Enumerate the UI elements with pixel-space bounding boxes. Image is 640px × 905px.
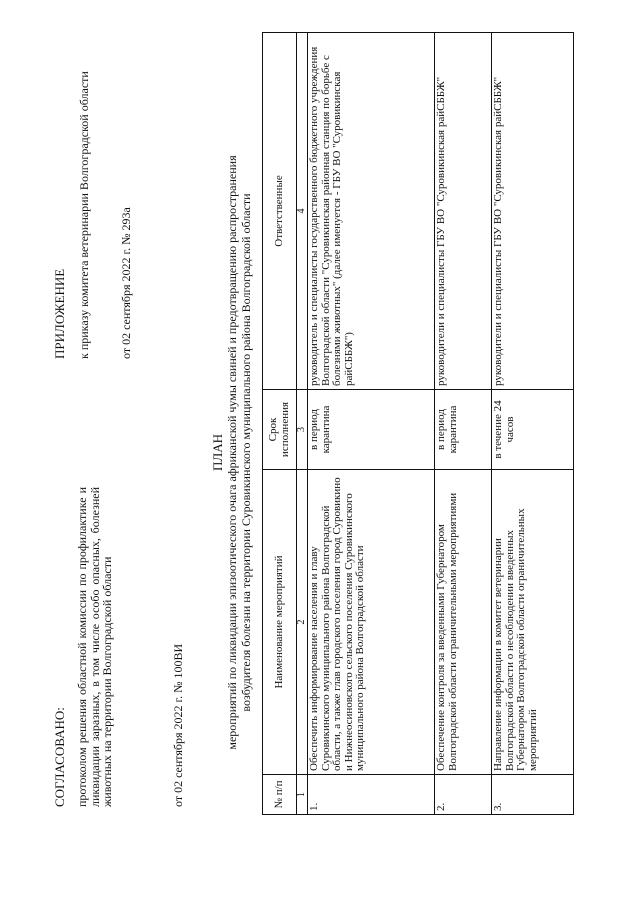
row-responsible: руководители и специалисты ГБУ ВО "Суровикинская райСББЖ" bbox=[435, 33, 492, 390]
header-responsible: Ответственные bbox=[263, 33, 297, 390]
header-activity: Наименование мероприятий bbox=[263, 470, 297, 775]
header-number: № п/п bbox=[263, 775, 297, 815]
column-number: 4 bbox=[297, 33, 308, 390]
header-term: Срок исполнения bbox=[263, 390, 297, 470]
row-activity: Обеспечить информирование населения и главу Суровикинского муниципального района Волгоградской области, а также глав городского поселения город Суровикино и Нижнеосиновского сельского поселения Суровикинского муниципального района Волгоградской области bbox=[308, 470, 435, 775]
row-term: в период карантина bbox=[435, 390, 492, 470]
plan-table bbox=[262, 32, 574, 815]
row-term: в период карантина bbox=[308, 390, 435, 470]
row-activity: Обеспечение контроля за введенными Губернатором Волгоградской области ограничительными мероприятиями bbox=[435, 470, 492, 775]
plan-title: ПЛАН bbox=[210, 434, 225, 471]
row-number: 2. bbox=[435, 775, 492, 815]
approved-protocol: протоколом решения областной комиссии по профилактике и ликвидации заразных, в том числе особо опасных, болезней животных на территории Волгоградской области bbox=[75, 487, 114, 807]
appendix-heading: ПРИЛОЖЕНИЕ bbox=[52, 268, 67, 359]
column-number: 2 bbox=[297, 470, 308, 775]
table-row bbox=[492, 33, 574, 815]
approved-heading: СОГЛАСОВАНО: bbox=[52, 707, 67, 807]
row-term: в течение 24 часов bbox=[492, 390, 574, 470]
table-row bbox=[435, 33, 492, 815]
plan-subtitle-line2: возбудителя болезни на территории Суровикинского муниципального района Волгоградской области bbox=[239, 193, 253, 712]
row-responsible: руководители и специалисты ГБУ ВО "Суровикинская райСББЖ" bbox=[492, 33, 574, 390]
table-row bbox=[308, 33, 435, 815]
column-number: 3 bbox=[297, 390, 308, 470]
row-number: 3. bbox=[492, 775, 574, 815]
row-activity: Направление информации в комитет ветеринарии Волгоградской области о несоблюдении введенных Губернатором Волгоградской области ограничительных мероприятий bbox=[492, 470, 574, 775]
plan-subtitle-line1: мероприятий по ликвидации эпизоотического очага африканской чумы свиней и предотвращению распространения bbox=[225, 155, 239, 750]
approved-date: от 02 сентября 2022 г. № 100ВИ bbox=[171, 643, 185, 807]
row-responsible: руководитель и специалисты государственного бюджетного учреждения Волгоградской области "Суровикинская районная станция по борьбе с болезнями животных" (далее именуется - ГБУ ВО "Суровикинская райСББЖ") bbox=[308, 33, 435, 390]
column-number: 1 bbox=[297, 775, 308, 815]
row-number: 1. bbox=[308, 775, 435, 815]
appendix-date: от 02 сентября 2022 г. № 293а bbox=[119, 207, 133, 359]
appendix-order: к приказу комитета ветеринарии Волгоградской области bbox=[77, 71, 91, 359]
